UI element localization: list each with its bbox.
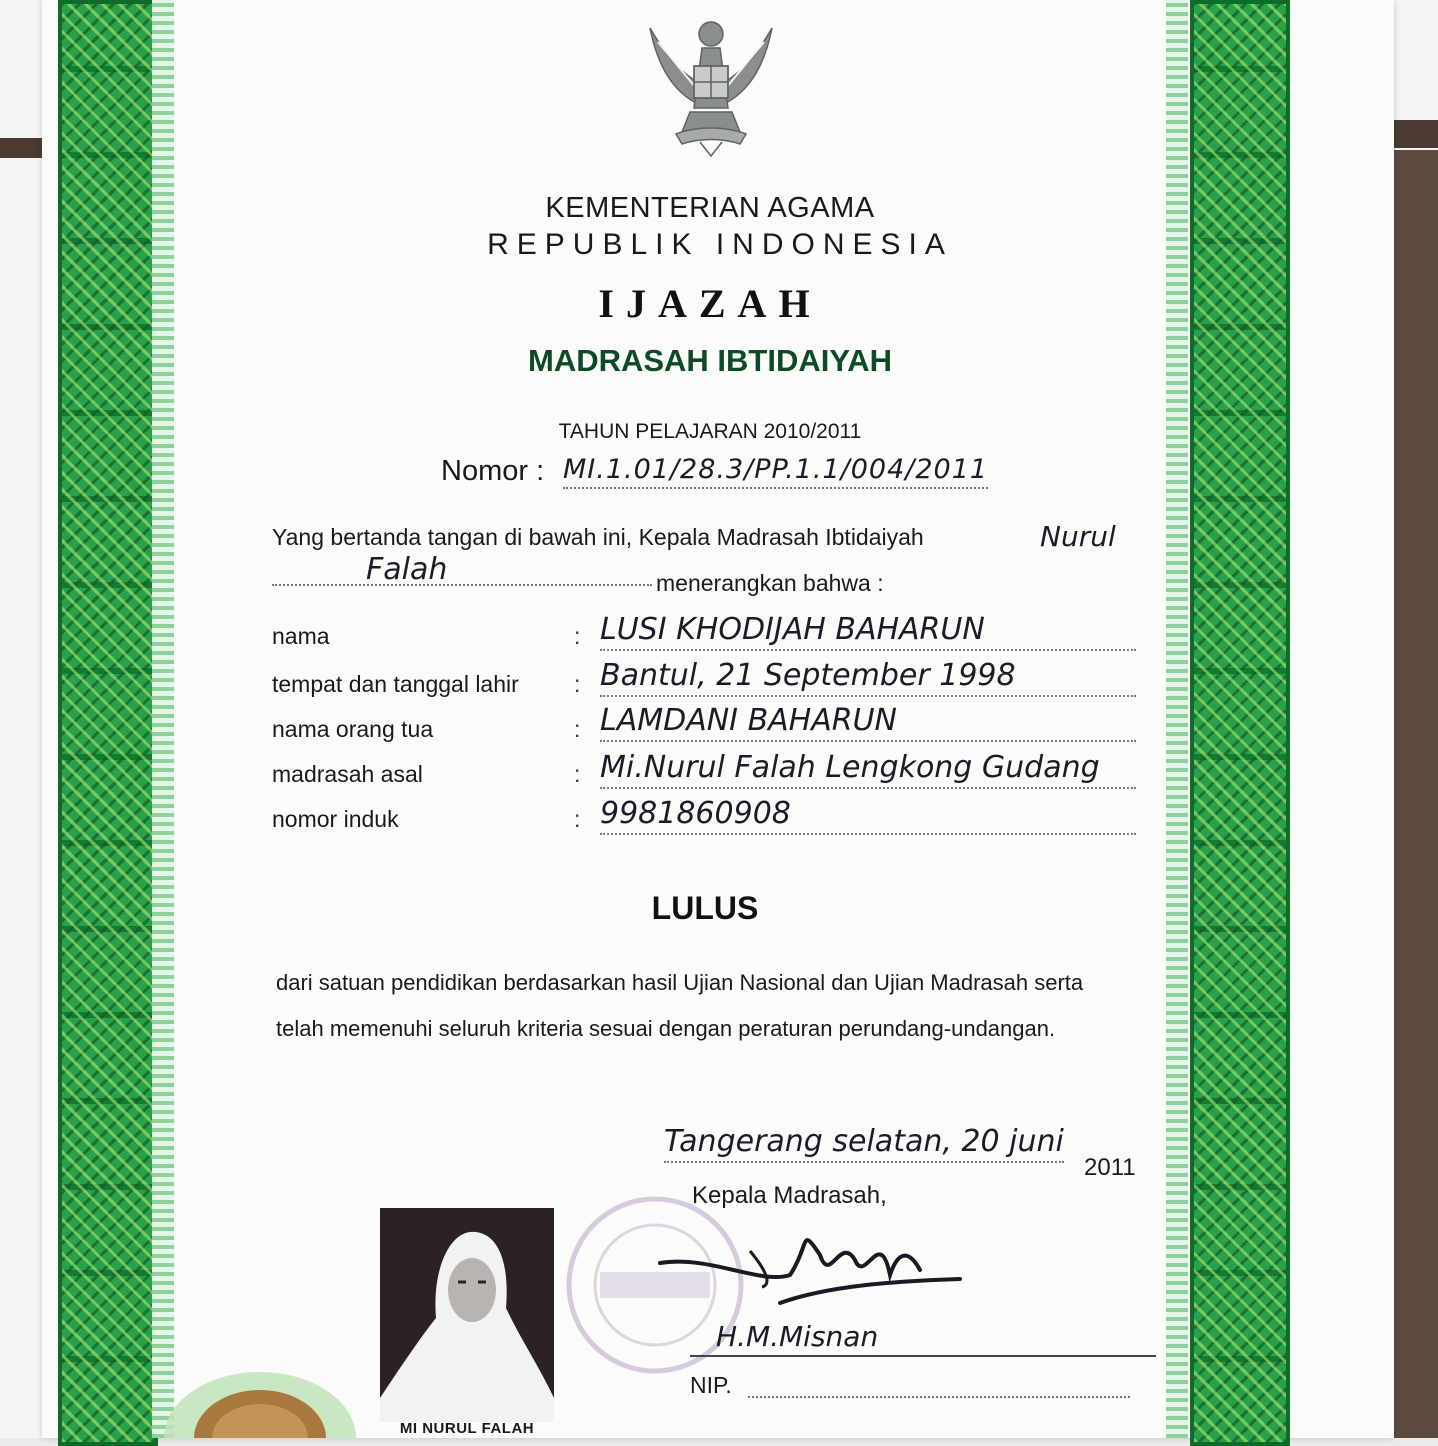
- handwritten-signature: [650, 1215, 970, 1315]
- field-label-name: nama: [272, 623, 330, 649]
- field-separator: :: [574, 761, 581, 787]
- garuda-emblem-icon: [636, 8, 786, 158]
- gold-seal: [160, 1358, 360, 1438]
- field-separator: :: [574, 623, 581, 649]
- field-separator: :: [574, 671, 581, 697]
- field-label-birth: tempat dan tanggal lahir: [272, 671, 519, 697]
- field-value-name: LUSI KHODIJAH BAHARUN: [600, 612, 1136, 651]
- intro-text-end: menerangkan bahwa :: [656, 570, 884, 596]
- nip-label: NIP.: [690, 1372, 732, 1398]
- field-separator: :: [574, 806, 581, 832]
- school-name-part2: Falah: [366, 552, 448, 587]
- number-label: Nomor :: [441, 455, 545, 487]
- result-status: LULUS: [651, 890, 759, 926]
- country-name: REPUBLIK INDONESIA: [487, 228, 953, 261]
- certificate-subtitle: MADRASAH IBTIDAIYAH: [528, 343, 892, 378]
- signer-name: H.M.Misnan: [690, 1320, 1156, 1357]
- student-photo-portrait: [380, 1208, 554, 1422]
- student-photo: [380, 1208, 554, 1422]
- school-name-part1: Nurul: [1040, 520, 1116, 553]
- field-value-origin-school: Mi.Nurul Falah Lengkong Gudang: [600, 750, 1136, 789]
- field-label-origin-school: madrasah asal: [272, 761, 423, 787]
- signing-place-date: Tangerang selatan, 20 juni: [664, 1124, 1064, 1163]
- field-label-parent: nama orang tua: [272, 716, 434, 742]
- ministry-name: KEMENTERIAN AGAMA: [545, 192, 875, 224]
- field-value-parent: LAMDANI BAHARUN: [600, 703, 1136, 742]
- photo-caption: MI NURUL FALAH: [399, 1420, 535, 1437]
- signer-position: Kepala Madrasah,: [692, 1182, 887, 1209]
- body-text-line2: telah memenuhi seluruh kriteria sesuai dengan peraturan perundang-undangan.: [276, 1016, 1056, 1041]
- certificate-number: MI.1.01/28.3/PP.1.1/004/2011: [563, 454, 988, 489]
- field-separator: :: [574, 716, 581, 742]
- intro-text: Yang bertanda tangan di bawah ini, Kepala Madrasah Ibtidaiyah: [272, 524, 924, 550]
- field-label-student-number: nomor induk: [272, 806, 399, 832]
- dotted-line: [272, 584, 652, 586]
- field-value-student-number: 9981860908: [600, 796, 1136, 835]
- field-value-birth: Bantul, 21 September 1998: [600, 658, 1136, 697]
- body-text-line1: dari satuan pendidikan berdasarkan hasil Ujian Nasional dan Ujian Madrasah serta: [276, 970, 1084, 995]
- certificate-title: IJAZAH: [598, 281, 822, 326]
- dotted-line: [748, 1396, 1130, 1398]
- signing-year: 2011: [1084, 1154, 1136, 1181]
- academic-year: TAHUN PELAJARAN 2010/2011: [558, 420, 862, 443]
